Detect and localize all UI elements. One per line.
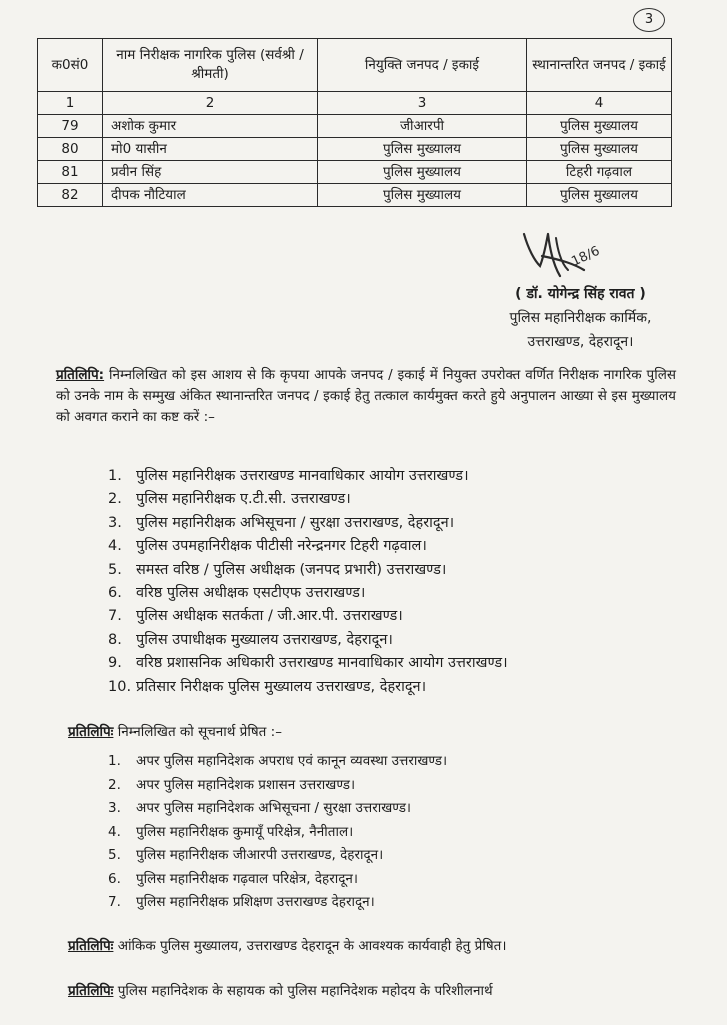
- table-row: [38, 184, 672, 207]
- list-item-text: पुलिस महानिरीक्षक अभिसूचना / सुरक्षा उत्तराखण्ड, देहरादून।: [136, 514, 455, 531]
- list-item-text: पुलिस उपाधीक्षक मुख्यालय उत्तराखण्ड, देहरादून।: [136, 631, 393, 648]
- list-item: [108, 512, 508, 535]
- list-item: [108, 559, 508, 582]
- copy-label: प्रतिलिपिः: [68, 724, 114, 740]
- signature-block: [473, 282, 688, 354]
- header-serial: क0सं0: [38, 39, 103, 92]
- list-item-text: पुलिस महानिरीक्षक गढ़वाल परिक्षेत्र, देहरादून।: [136, 870, 358, 887]
- copy-text: निम्नलिखित को सूचनार्थ प्रेषित :–: [117, 724, 282, 740]
- table-row: [38, 138, 672, 161]
- column-number: 4: [527, 92, 672, 115]
- list-item-text: पुलिस महानिरीक्षक कुमायूँ परिक्षेत्र, नैनीताल।: [136, 823, 354, 840]
- recipient-list-2: [108, 750, 447, 915]
- signatory-name: ( डॉ. योगेन्द्र सिंह रावत ): [515, 286, 646, 302]
- list-item: [108, 605, 508, 628]
- name-cell: मो0 यासीन: [103, 138, 318, 161]
- copy-label: प्रतिलिपिः: [68, 983, 114, 999]
- copy-paragraph-3: [68, 936, 506, 954]
- copy-label: प्रतिलिपिः: [68, 938, 114, 954]
- list-item-text: अपर पुलिस महानिदेशक अपराध एवं कानून व्यवस्था उत्तराखण्ड।: [136, 753, 448, 769]
- serial-cell: 80: [38, 138, 103, 161]
- list-item-text: पुलिस महानिरीक्षक उत्तराखण्ड मानवाधिकार आयोग उत्तराखण्ड।: [136, 468, 469, 484]
- list-item-text: पुलिस महानिरीक्षक प्रशिक्षण उत्तराखण्ड देहरादून।: [136, 894, 375, 910]
- list-item: [108, 868, 447, 892]
- copy-paragraph-1: [56, 365, 676, 428]
- list-item-text: अपर पुलिस महानिदेशक प्रशासन उत्तराखण्ड।: [136, 776, 356, 793]
- list-item: [108, 797, 447, 821]
- header-name: नाम निरीक्षक नागरिक पुलिस (सर्वश्री / श्रीमती): [103, 39, 318, 92]
- list-item-text: प्रतिसार निरीक्षक पुलिस मुख्यालय उत्तराखण्ड, देहरादून।: [136, 678, 427, 695]
- table-row: [38, 115, 672, 138]
- signatory-place: उत्तराखण्ड, देहरादून।: [527, 334, 634, 350]
- list-item-number: 5.: [108, 847, 121, 863]
- signatory-designation: पुलिस महानिरीक्षक कार्मिक,: [509, 310, 652, 326]
- list-item: [108, 652, 508, 675]
- list-item: [108, 844, 447, 868]
- posting-cell: जीआरपी: [318, 115, 527, 138]
- list-item-number: 6.: [108, 870, 121, 887]
- list-item: [108, 535, 508, 558]
- list-item-text: पुलिस अधीक्षक सतर्कता / जी.आर.पी. उत्तराखण्ड।: [136, 608, 403, 625]
- list-item: [108, 750, 447, 774]
- header-posting: नियुक्ति जनपद / इकाई: [318, 39, 527, 92]
- list-item-number: 3.: [108, 800, 121, 816]
- posting-cell: पुलिस मुख्यालय: [318, 138, 527, 161]
- posting-cell: पुलिस मुख्यालय: [318, 161, 527, 184]
- list-item-text: अपर पुलिस महानिदेशक अभिसूचना / सुरक्षा उत्तराखण्ड।: [136, 800, 412, 816]
- name-cell: अशोक कुमार: [103, 115, 318, 138]
- copy-text: आंकिक पुलिस मुख्यालय, उत्तराखण्ड देहरादून के आवश्यक कार्यवाही हेतु प्रेषित।: [117, 938, 507, 954]
- list-item-text: वरिष्ठ प्रशासनिक अधिकारी उत्तराखण्ड मानवाधिकार आयोग उत्तराखण्ड।: [136, 655, 508, 672]
- copy-text: पुलिस महानिदेशक के सहायक को पुलिस महानिदेशक महोदय के परिशीलनार्थ: [117, 983, 493, 999]
- list-item-text: समस्त वरिष्ठ / पुलिस अधीक्षक (जनपद प्रभारी) उत्तराखण्ड।: [136, 561, 447, 578]
- serial-cell: 82: [38, 184, 103, 207]
- posting-cell: पुलिस मुख्यालय: [318, 184, 527, 207]
- list-item: [108, 774, 447, 798]
- transferred-cell: पुलिस मुख्यालय: [527, 184, 672, 207]
- list-item: [108, 488, 508, 511]
- list-item-number: 1.: [108, 753, 121, 769]
- list-item-number: 2.: [108, 776, 121, 793]
- copy-label: प्रतिलिपि:: [56, 367, 105, 383]
- list-item-number: 8.: [108, 631, 122, 648]
- copy-text: निम्नलिखित को इस आशय से कि कृपया आपके जनपद / इकाई में नियुक्त उपरोक्त वर्णित निरीक्षक नागरिक पुलिस को उनके नाम के सम्मुख अंकित स्थानान्तरित जनपद / इकाई हेतु तत्काल कार्यमुक्त करते हुये अनुपालन आख्या से इस मुख्यालय को अवगत कराने का कष्ट करें :–: [56, 367, 676, 425]
- list-item: [108, 629, 508, 652]
- list-item-number: 1.: [108, 468, 122, 484]
- recipient-list-1: [108, 465, 508, 699]
- list-item-text: पुलिस उपमहानिरीक्षक पीटीसी नरेन्द्रनगर टिहरी गढ़वाल।: [136, 538, 427, 555]
- list-item: [108, 465, 508, 488]
- handwritten-signature: [512, 226, 612, 286]
- name-cell: दीपक नौटियाल: [103, 184, 318, 207]
- list-item-number: 9.: [108, 655, 122, 672]
- list-item: [108, 676, 508, 699]
- list-item-number: 7.: [108, 894, 121, 910]
- serial-cell: 81: [38, 161, 103, 184]
- copy-paragraph-2: [68, 722, 282, 740]
- list-item-number: 7.: [108, 608, 122, 625]
- column-number: 1: [38, 92, 103, 115]
- copy-paragraph-4: [68, 981, 493, 999]
- column-number: 2: [103, 92, 318, 115]
- list-item: [108, 821, 447, 845]
- list-item-text: पुलिस महानिरीक्षक ए.टी.सी. उत्तराखण्ड।: [136, 491, 351, 508]
- transfer-table: [37, 38, 672, 207]
- list-item-number: 5.: [108, 561, 122, 578]
- list-item-number: 6.: [108, 585, 122, 602]
- serial-cell: 79: [38, 115, 103, 138]
- transferred-cell: पुलिस मुख्यालय: [527, 115, 672, 138]
- header-transferred: स्थानान्तरित जनपद / इकाई: [527, 39, 672, 92]
- name-cell: प्रवीन सिंह: [103, 161, 318, 184]
- list-item-number: 4.: [108, 538, 122, 555]
- list-item-text: वरिष्ठ पुलिस अधीक्षक एसटीएफ उत्तराखण्ड।: [136, 585, 366, 602]
- list-item-number: 10.: [108, 678, 132, 695]
- transferred-cell: पुलिस मुख्यालय: [527, 138, 672, 161]
- table-row: [38, 161, 672, 184]
- page-number: 3: [633, 8, 665, 32]
- list-item: [108, 582, 508, 605]
- list-item: [108, 891, 447, 915]
- list-item-number: 2.: [108, 491, 122, 508]
- transferred-cell: टिहरी गढ़वाल: [527, 161, 672, 184]
- column-number-row: [38, 92, 672, 115]
- signature-date: 18/6: [569, 243, 603, 270]
- list-item-number: 3.: [108, 514, 122, 531]
- table-header-row: [38, 39, 672, 92]
- list-item-text: पुलिस महानिरीक्षक जीआरपी उत्तराखण्ड, देहरादून।: [136, 847, 384, 863]
- column-number: 3: [318, 92, 527, 115]
- list-item-number: 4.: [108, 823, 121, 840]
